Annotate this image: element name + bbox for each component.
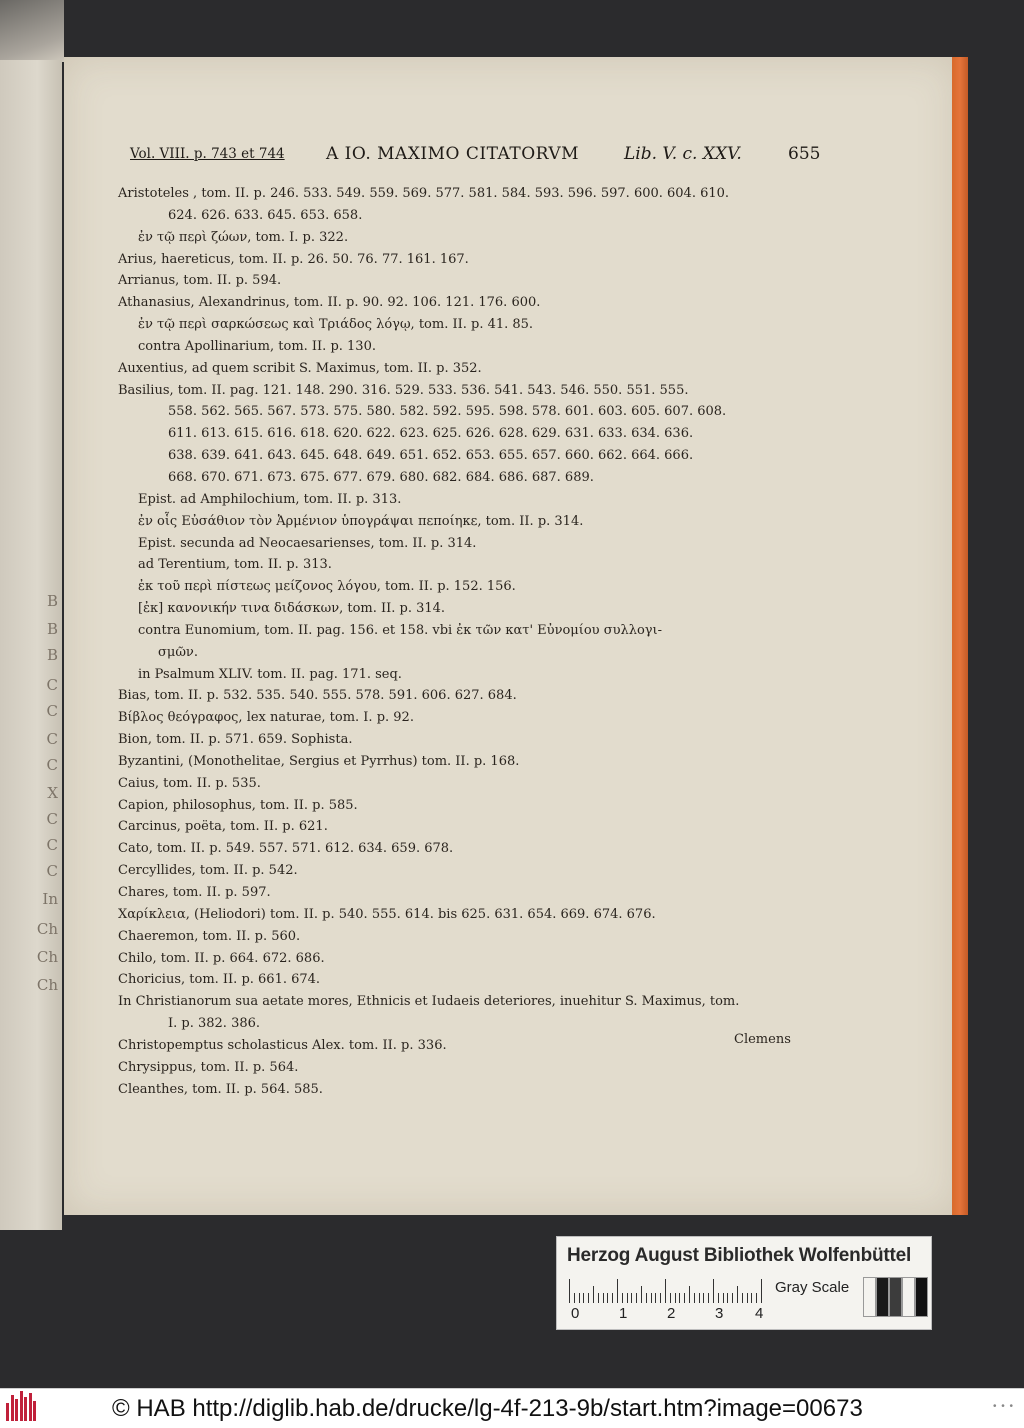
index-entry-line: Cleanthes, tom. II. p. 564. 585. [118, 1081, 323, 1097]
ruler-tick [718, 1293, 719, 1303]
index-entry-line: Auxentius, ad quem scribit S. Maximus, tom. II. p. 352. [118, 360, 482, 376]
ruler-tick [574, 1293, 575, 1303]
index-entry-line: Christopemptus scholasticus Alex. tom. II. p. 336. [118, 1037, 447, 1053]
ruler-tick [569, 1279, 570, 1303]
logo-bar [33, 1401, 36, 1421]
catchword: Clemens [734, 1032, 791, 1047]
ruler-tick [737, 1286, 738, 1303]
prev-page-letter: C [46, 810, 58, 828]
ruler-tick [651, 1293, 652, 1303]
ruler-tick [617, 1279, 618, 1303]
logo-bar [24, 1397, 27, 1421]
prev-page-letter: In [42, 890, 58, 908]
ruler-tick [593, 1286, 594, 1303]
ruler-tick [579, 1293, 580, 1303]
ruler-tick [670, 1293, 671, 1303]
ruler-tick [751, 1293, 752, 1303]
prev-page-letter: C [46, 676, 58, 694]
index-entry-line: σμῶν. [158, 644, 198, 660]
logo-bar [20, 1391, 23, 1421]
page-curl-shadow [0, 0, 64, 62]
library-name: Herzog August Bibliothek Wolfenbüttel [567, 1245, 912, 1266]
index-entry-line: in Psalmum XLIV. tom. II. pag. 171. seq. [138, 666, 402, 682]
ruler-tick [727, 1293, 728, 1303]
color-scale-card [556, 1236, 932, 1330]
ruler-number: 1 [619, 1305, 628, 1322]
index-entry-line: Βίβλος θεόγραφος, lex naturae, tom. I. p. 92. [118, 710, 414, 726]
ruler-tick [660, 1293, 661, 1303]
index-entry-line: Choricius, tom. II. p. 661. 674. [118, 972, 321, 988]
ruler-tick [583, 1293, 584, 1303]
ruler-tick [622, 1293, 623, 1303]
ruler-tick [603, 1293, 604, 1303]
gray-swatch [902, 1277, 915, 1317]
ruler-tick [598, 1293, 599, 1303]
index-entry-line: 638. 639. 641. 643. 645. 648. 649. 651. 652. 653. 655. 657. 660. 662. 664. 666. [168, 448, 694, 464]
prev-page-letter: X [47, 784, 58, 802]
prev-page-letter: B [46, 620, 58, 638]
index-entry-line: Carcinus, poëta, tom. II. p. 621. [118, 819, 328, 835]
prev-page-letter: Ch [36, 976, 58, 994]
index-entry-line: In Christianorum sua aetate mores, Ethnicis et Iudaeis deteriores, inuehitur S. Maximus, tom. [118, 994, 740, 1010]
ruler-tick [675, 1293, 676, 1303]
prev-page-letter: Ch [36, 920, 58, 938]
index-entry-line: Epist. secunda ad Neocaesarienses, tom. II. p. 314. [138, 535, 477, 551]
ruler [569, 1275, 769, 1303]
index-entry-line: contra Apollinarium, tom. II. p. 130. [138, 338, 376, 354]
index-entry-line: ἐν τῷ περὶ ζώων, tom. I. p. 322. [138, 229, 349, 245]
status-bar [0, 1388, 1024, 1428]
ruler-tick [646, 1293, 647, 1303]
index-entry-line: Caius, tom. II. p. 535. [118, 775, 261, 791]
more-dots-icon: • • • [992, 1401, 1014, 1412]
ruler-tick [607, 1293, 608, 1303]
ruler-tick [655, 1293, 656, 1303]
index-entry-line: Arius, haereticus, tom. II. p. 26. 50. 76. 77. 161. 167. [118, 251, 469, 267]
ruler-tick [708, 1293, 709, 1303]
index-entry-line: 624. 626. 633. 645. 653. 658. [168, 207, 363, 223]
gray-swatch [876, 1277, 889, 1317]
logo-bar [6, 1403, 9, 1421]
ruler-tick [588, 1293, 589, 1303]
index-entry-line: Χαρίκλεια, (Heliodori) tom. II. p. 540. 555. 614. bis 625. 631. 654. 669. 674. 676. [118, 906, 656, 922]
ruler-tick [684, 1293, 685, 1303]
running-head-title: A IO. MAXIMO CITATORVM [326, 144, 580, 164]
ruler-tick [732, 1293, 733, 1303]
prev-page-letter: B [46, 592, 58, 610]
ruler-tick [627, 1293, 628, 1303]
ruler-tick [694, 1293, 695, 1303]
running-head-volume: Vol. VIII. p. 743 et 744 [130, 146, 285, 162]
running-head-book: Lib. V. c. XXV. [624, 144, 742, 164]
index-entry-line: Bion, tom. II. p. 571. 659. Sophista. [118, 732, 353, 748]
ruler-number: 2 [667, 1305, 676, 1322]
index-entry-line: Chares, tom. II. p. 597. [118, 885, 271, 900]
ruler-tick [723, 1293, 724, 1303]
ruler-tick [699, 1293, 700, 1303]
running-head [64, 140, 824, 170]
ruler-tick [742, 1293, 743, 1303]
ruler-number: 3 [715, 1305, 724, 1322]
index-entry-line: Chaeremon, tom. II. p. 560. [118, 928, 301, 944]
prev-page-letter: C [46, 702, 58, 720]
index-entry-line: Aristoteles , tom. II. p. 246. 533. 549. 559. 569. 577. 581. 584. 593. 596. 597. 600. 604. 610. [118, 186, 730, 201]
gray-swatch [889, 1277, 902, 1317]
page-edge-orange [952, 57, 968, 1215]
logo-bar [29, 1393, 32, 1421]
ruler-tick [631, 1293, 632, 1303]
ruler-tick [703, 1293, 704, 1303]
index-entry-line: Cato, tom. II. p. 549. 557. 571. 612. 634. 659. 678. [118, 841, 454, 857]
ruler-tick [689, 1286, 690, 1303]
index-entry-line: Arrianus, tom. II. p. 594. [118, 273, 282, 289]
ruler-tick [641, 1286, 642, 1303]
ruler-tick [747, 1293, 748, 1303]
index-entry-line: Cercyllides, tom. II. p. 542. [118, 863, 298, 879]
index-entry-line: ἐκ τοῦ περὶ πίστεως μείζονος λόγου, tom. II. p. 152. 156. [138, 579, 516, 595]
ruler-tick [756, 1293, 757, 1303]
index-entry-line: Chilo, tom. II. p. 664. 672. 686. [118, 950, 325, 966]
index-entry-line: Capion, philosophus, tom. II. p. 585. [118, 797, 358, 813]
index-entry-line: Basilius, tom. II. pag. 121. 148. 290. 316. 529. 533. 536. 541. 543. 546. 550. 551. 555. [118, 382, 689, 398]
index-entry-line: I. p. 382. 386. [168, 1016, 261, 1032]
ruler-tick [665, 1279, 666, 1303]
logo-bar [15, 1399, 18, 1421]
prev-page-letter: B [46, 646, 58, 664]
index-entry-line: Chrysippus, tom. II. p. 564. [118, 1059, 299, 1075]
ruler-tick [761, 1279, 762, 1303]
ruler-number: 0 [571, 1305, 580, 1322]
index-entry-line: Epist. ad Amphilochium, tom. II. p. 313. [138, 491, 402, 507]
index-entry-line: 668. 670. 671. 673. 675. 677. 679. 680. 682. 684. 686. 687. 689. [168, 469, 594, 485]
gray-swatch [915, 1277, 928, 1317]
index-entry-line: ad Terentium, tom. II. p. 313. [138, 557, 332, 573]
prev-page-letter: C [46, 836, 58, 854]
previous-page-edge [0, 60, 62, 1230]
ruler-number: 4 [755, 1305, 764, 1322]
gray-swatch [863, 1277, 876, 1317]
index-entry-line: 611. 613. 615. 616. 618. 620. 622. 623. 625. 626. 628. 629. 631. 633. 634. 636. [168, 426, 694, 442]
prev-page-letter: Ch [36, 948, 58, 966]
gray-scale-label: Gray Scale [775, 1279, 850, 1296]
copyright-url[interactable]: © HAB http://diglib.hab.de/drucke/lg-4f-213-9b/start.htm?image=00673 [112, 1395, 863, 1422]
ruler-tick [636, 1293, 637, 1303]
prev-page-letter: C [46, 862, 58, 880]
index-entry-line: [ἐκ] κανονικήν τινα διδάσκων, tom. II. p. 314. [138, 601, 446, 617]
logo-bar [11, 1395, 14, 1421]
ruler-tick [612, 1293, 613, 1303]
index-entry-line: ἐν οἷς Εὐσάθιον τὸν Ἀρμένιον ὑπογράψαι πεποίηκε, tom. II. p. 314. [138, 513, 584, 529]
prev-page-letter: C [46, 756, 58, 774]
index-entry-line: Bias, tom. II. p. 532. 535. 540. 555. 578. 591. 606. 627. 684. [118, 688, 517, 704]
index-entry-line: contra Eunomium, tom. II. pag. 156. et 158. vbi ἐκ τῶν κατ' Εὐνομίου συλλογι- [138, 622, 663, 638]
index-entries [118, 183, 818, 1100]
index-entry-line: Byzantini, (Monothelitae, Sergius et Pyrrhus) tom. II. p. 168. [118, 753, 520, 769]
index-entry-line: ἐν τῷ περὶ σαρκώσεως καὶ Τριάδος λόγῳ, tom. II. p. 41. 85. [138, 317, 534, 333]
hab-logo-icon [2, 1391, 38, 1425]
prev-page-letter: C [46, 730, 58, 748]
page-number: 655 [788, 144, 821, 164]
index-entry-line: 558. 562. 565. 567. 573. 575. 580. 582. 592. 595. 598. 578. 601. 603. 605. 607. 608. [168, 404, 727, 420]
index-entry-line: Athanasius, Alexandrinus, tom. II. p. 90. 92. 106. 121. 176. 600. [118, 295, 541, 311]
ruler-tick [713, 1279, 714, 1303]
ruler-tick [679, 1293, 680, 1303]
